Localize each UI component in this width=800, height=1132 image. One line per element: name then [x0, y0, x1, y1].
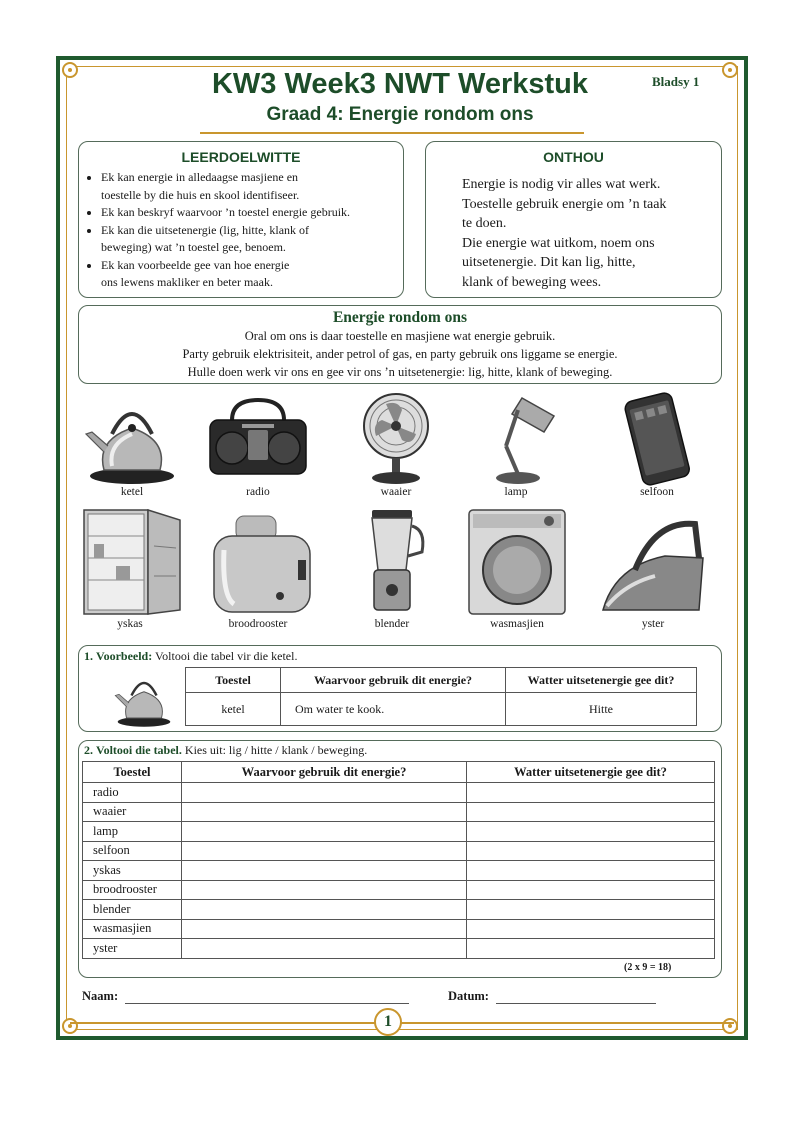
appliance-label: yskas: [117, 618, 143, 630]
energy-line: Party gebruik elektrisiteit, ander petrol of gas, en party gebruik ons liggame se energie.: [182, 347, 618, 361]
appliance-cellphone: [597, 390, 717, 498]
fan-icon: [346, 390, 446, 486]
energy-intro-box: [78, 305, 722, 384]
answer-cell[interactable]: [467, 919, 715, 939]
appliance-name: radio: [83, 783, 182, 803]
answer-cell[interactable]: [182, 861, 467, 881]
answer-cell[interactable]: [182, 939, 467, 959]
washing-machine-icon: [459, 506, 575, 618]
answer-cell[interactable]: [182, 802, 467, 822]
energy-line: Oral om ons is daar toestelle en masjiene wat energie gebruik.: [244, 329, 556, 343]
page-subtitle: Graad 4: Energie rondom ons: [266, 104, 534, 125]
appliance-name: yskas: [83, 861, 182, 881]
table-header: Waarvoor gebruik dit energie?: [281, 668, 506, 693]
table-header: Toestel: [83, 762, 182, 783]
appliance-blender: [332, 506, 452, 630]
answer-cell[interactable]: [467, 822, 715, 842]
appliance-toaster: [198, 506, 318, 630]
table-header: Waarvoor gebruik dit energie?: [182, 762, 467, 783]
goal-item: • Ek kan die uitsetenergie (lig, hitte, klank of beweging) wat ’n toestel gee, benoem.: [101, 222, 403, 257]
remember-heading: ONTHOU: [543, 149, 604, 165]
table-row: [83, 900, 715, 920]
answer-cell[interactable]: [182, 783, 467, 803]
appliance-radio: [198, 390, 318, 498]
table-row: [186, 693, 697, 726]
energy-line: Hulle doen werk vir ons en gee vir ons ’n uitsetenergie: lig, hitte, klank of beweging.: [187, 365, 613, 379]
energy-heading: Energie rondom ons: [332, 309, 468, 326]
answer-cell[interactable]: [467, 939, 715, 959]
appliance-name: wasmasjien: [83, 919, 182, 939]
footer-divider: [70, 1022, 734, 1024]
page-number-badge: 1: [374, 1008, 402, 1036]
appliance-kettle: [72, 390, 192, 498]
learning-goals-heading: LEERDOELWITTE: [181, 149, 301, 165]
table-cell: Hitte: [506, 693, 697, 726]
answer-cell[interactable]: [467, 861, 715, 881]
answer-cell[interactable]: [467, 900, 715, 920]
radio-icon: [202, 390, 314, 486]
table-cell: ketel: [186, 693, 281, 726]
question-2-prompt: 2. Voltooi die tabel. Kies uit: lig / hitte / klank / beweging.: [84, 743, 368, 757]
appliance-name: blender: [83, 900, 182, 920]
answer-cell[interactable]: [182, 919, 467, 939]
appliance-name: lamp: [83, 822, 182, 842]
kettle-icon: [112, 668, 176, 728]
learning-goals-list: [79, 169, 403, 292]
appliance-iron: [593, 506, 713, 630]
appliance-label: yster: [641, 618, 665, 630]
appliance-fridge: [70, 506, 190, 630]
answer-cell[interactable]: [467, 880, 715, 900]
answer-table: [82, 761, 715, 959]
answer-cell[interactable]: [182, 880, 467, 900]
date-label: Datum:: [448, 989, 489, 1003]
appliance-label: selfoon: [640, 486, 674, 498]
appliance-label: radio: [246, 486, 270, 498]
fridge-icon: [72, 506, 188, 618]
appliance-label: ketel: [120, 486, 144, 498]
name-label: Naam:: [82, 989, 119, 1003]
goal-item: • Ek kan beskryf waarvoor ’n toestel energie gebruik.: [101, 204, 403, 222]
table-row: [83, 822, 715, 842]
name-field: [82, 989, 409, 1004]
answer-cell[interactable]: [182, 822, 467, 842]
table-header: Toestel: [186, 668, 281, 693]
name-input-line[interactable]: [125, 991, 409, 1004]
table-row: [83, 841, 715, 861]
table-row: [83, 939, 715, 959]
table-row: [83, 802, 715, 822]
table-row: [83, 880, 715, 900]
appliance-label: wasmasjien: [490, 618, 544, 630]
corner-ornament: [62, 1018, 78, 1034]
remember-box: [425, 141, 722, 298]
appliance-label: lamp: [504, 486, 528, 498]
lamp-icon: [466, 390, 566, 486]
table-cell: Om water te kook.: [281, 693, 506, 726]
appliance-label: blender: [374, 618, 410, 630]
marks-total: (2 x 9 = 18): [624, 962, 672, 973]
title-divider: [200, 132, 584, 134]
appliance-washing-machine: [457, 506, 577, 630]
appliance-name: yster: [83, 939, 182, 959]
remember-text: Energie is nodig vir alles wat werk. Toestelle gebruik energie om ’n taak te doen. Die energie wat uitkom, noem ons uitsetenergie. Dit kan lig, hitte, klank of beweging wees.: [462, 177, 667, 290]
table-header: Watter uitsetenergie gee dit?: [506, 668, 697, 693]
corner-ornament: [722, 1018, 738, 1034]
appliance-label: broodrooster: [228, 618, 288, 630]
question-1-prompt: 1. Voorbeeld: Voltooi die tabel vir die ketel.: [84, 649, 298, 663]
toaster-icon: [200, 506, 316, 618]
table-header: Watter uitsetenergie gee dit?: [467, 762, 715, 783]
answer-cell[interactable]: [182, 900, 467, 920]
goal-item: • Ek kan voorbeelde gee van hoe energie ons lewens makliker en beter maak.: [101, 257, 403, 292]
example-table: [185, 667, 697, 726]
table-row: [83, 861, 715, 881]
appliance-name: broodrooster: [83, 880, 182, 900]
cellphone-icon: [607, 390, 707, 486]
iron-icon: [595, 506, 711, 618]
appliance-fan: [336, 390, 456, 498]
blender-icon: [342, 506, 442, 618]
learning-goals-box: [78, 141, 404, 298]
table-row: [83, 783, 715, 803]
table-row: [83, 919, 715, 939]
goal-item: • Ek kan energie in alledaagse masjiene en toestelle by die huis en skool identifiseer.: [101, 169, 403, 204]
answer-cell[interactable]: [182, 841, 467, 861]
appliance-lamp: [456, 390, 576, 498]
answer-cell[interactable]: [467, 783, 715, 803]
answer-cell[interactable]: [467, 802, 715, 822]
date-field: [448, 989, 656, 1004]
page-label: Bladsy 1: [652, 74, 700, 89]
answer-cell[interactable]: [467, 841, 715, 861]
page-title: KW3 Week3 NWT Werkstuk: [211, 68, 589, 100]
date-input-line[interactable]: [496, 991, 656, 1004]
appliance-name: waaier: [83, 802, 182, 822]
appliance-name: selfoon: [83, 841, 182, 861]
appliance-label: waaier: [380, 486, 412, 498]
kettle-icon: [82, 390, 182, 486]
